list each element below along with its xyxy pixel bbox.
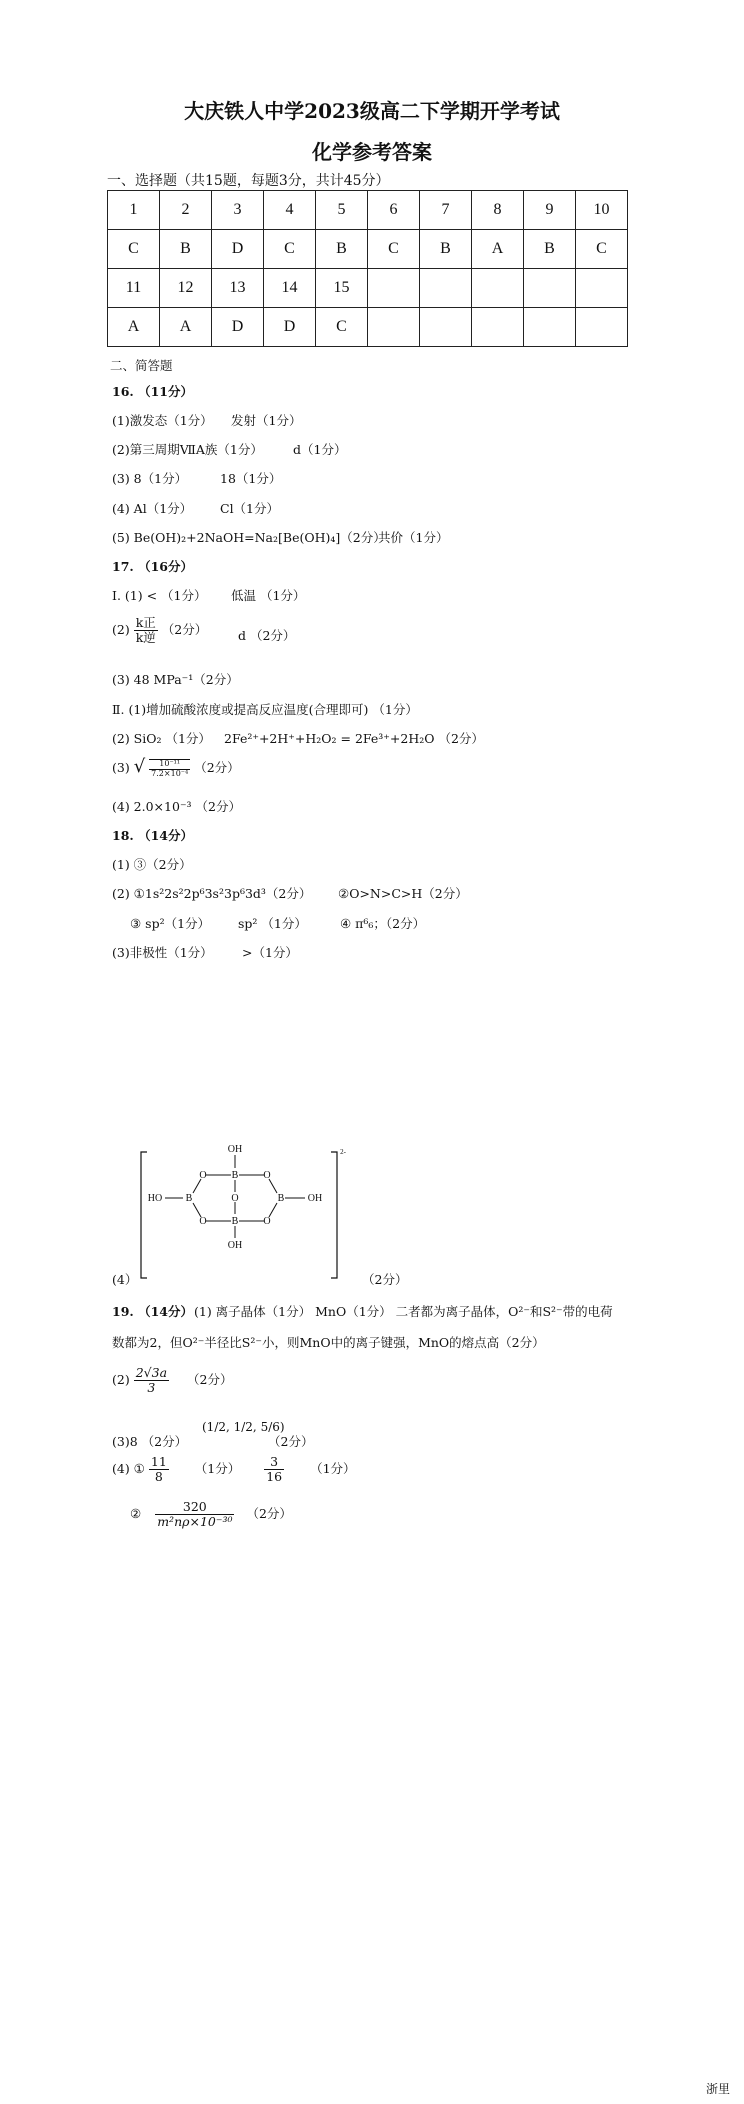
q16-line1b: 发射（1分） <box>231 413 302 428</box>
q17-line2 <box>112 616 207 645</box>
table-cell: A <box>472 230 524 269</box>
q17-line5b: 2Fe²⁺+2H⁺+H₂O₂ = 2Fe³⁺+2H₂O （2分） <box>224 731 484 746</box>
q17-line1a: Ⅰ. (1) < （1分） <box>112 588 207 603</box>
q17-line1b: 低温 （1分） <box>231 588 306 603</box>
table-cell: 2 <box>160 191 212 230</box>
table-cell: 5 <box>316 191 368 230</box>
q18-line4a: (3)非极性（1分） <box>112 945 213 960</box>
table-cell: B <box>420 230 472 269</box>
table-cell: 13 <box>212 269 264 308</box>
atom-label: OH <box>227 1144 243 1155</box>
table-cell: B <box>160 230 212 269</box>
q19-line5-score2: （1分） <box>310 1460 356 1476</box>
q18-line1: (1) ③（2分） <box>112 857 192 872</box>
section-choice-heading: 一、选择题（共15题，每题3分，共计45分） <box>107 173 390 189</box>
q18-line3a: ③ sp²（1分） <box>130 916 211 931</box>
q16-line2b: d（1分） <box>293 442 347 457</box>
table-cell: C <box>576 230 628 269</box>
q16-line4b: Cl（1分） <box>220 501 280 516</box>
fraction-numerator: k正 <box>135 615 156 630</box>
table-cell <box>576 308 628 347</box>
q19-line6 <box>130 1500 292 1529</box>
table-cell: 11 <box>108 269 160 308</box>
table-cell: 8 <box>472 191 524 230</box>
q19-line2: 数都为2，但O²⁻半径比S²⁻小，则MnO中的离子键强，MnO的熔点高（2分） <box>112 1335 545 1350</box>
table-cell: D <box>212 230 264 269</box>
q17-line2-score: （2分） <box>161 621 208 637</box>
q19-line4a: (3)8 （2分） <box>112 1434 188 1449</box>
table-cell: C <box>264 230 316 269</box>
table-cell: D <box>212 308 264 347</box>
left-bracket <box>141 1152 147 1278</box>
table-cell: 3 <box>212 191 264 230</box>
q19-title: 19. （14分） <box>112 1304 193 1319</box>
table-cell: 10 <box>576 191 628 230</box>
table-cell: C <box>108 230 160 269</box>
table-row <box>108 269 628 308</box>
atom-label: B <box>277 1193 285 1204</box>
q19-line3-score: （2分） <box>187 1371 233 1387</box>
section-short-answer-heading: 二、简答题 <box>110 358 173 373</box>
fraction-denominator: 8 <box>154 1468 163 1484</box>
atom-label: O <box>199 1170 207 1181</box>
table-cell: 4 <box>264 191 316 230</box>
fraction-denominator: 7.2×10⁻⁴ <box>151 768 189 778</box>
fraction-numerator: 320 <box>155 1500 234 1515</box>
atom-label: B <box>231 1170 239 1181</box>
fraction-a <box>149 1455 169 1484</box>
table-cell <box>420 308 472 347</box>
corner-label: 浙里 <box>706 2082 731 2096</box>
q19-line6-prefix: ② <box>130 1505 142 1521</box>
q17-line4: Ⅱ. (1)增加硫酸浓度或提高反应温度(合理即可) （1分） <box>112 702 418 717</box>
q17-line2-prefix: (2) <box>112 621 130 637</box>
q19-line4b: （2分） <box>268 1434 314 1449</box>
q18-line2b: ②O>N>C>H（2分） <box>338 886 468 901</box>
table-cell <box>524 269 576 308</box>
q18-line3c: ④ π⁶₆；（2分） <box>340 916 426 931</box>
atom-label: O <box>231 1193 239 1204</box>
q16-line1a: (1)激发态（1分） <box>112 413 213 428</box>
table-cell <box>472 269 524 308</box>
fraction-b <box>264 1455 284 1484</box>
q19-line5-prefix: (4) ① <box>112 1460 145 1476</box>
atom-label: HO <box>147 1193 163 1204</box>
q19-line3 <box>112 1366 232 1395</box>
q19-line1 <box>112 1302 193 1320</box>
q17-line6-score: （2分） <box>194 760 240 775</box>
q17-line7: (4) 2.0×10⁻³ （2分） <box>112 799 241 814</box>
table-cell <box>368 308 420 347</box>
q18-line3b: sp² （1分） <box>238 916 307 931</box>
atom-label: O <box>199 1216 207 1227</box>
borate-structure-diagram <box>135 1140 355 1290</box>
density-fraction <box>155 1500 234 1529</box>
q16-title: 16. （11分） <box>112 384 193 399</box>
answer-table <box>107 190 628 347</box>
fraction-denominator: m²nρ×10⁻³⁰ <box>157 1513 233 1529</box>
table-row <box>108 308 628 347</box>
sqrt-icon: √ <box>133 756 146 777</box>
q17-line6 <box>112 756 240 778</box>
table-row <box>108 191 628 230</box>
table-cell: 1 <box>108 191 160 230</box>
table-cell: A <box>108 308 160 347</box>
q17-title: 17. （16分） <box>112 559 193 574</box>
q19-line5 <box>112 1455 356 1484</box>
sqrt-fraction <box>149 759 190 779</box>
charge-label: 2- <box>340 1148 346 1156</box>
fraction-denominator: k逆 <box>135 629 156 645</box>
table-cell: B <box>524 230 576 269</box>
q17-line3: (3) 48 MPa⁻¹（2分） <box>112 672 239 687</box>
table-cell: 14 <box>264 269 316 308</box>
q19-line3-prefix: (2) <box>112 1371 130 1387</box>
table-cell: D <box>264 308 316 347</box>
q16-line2a: (2)第三周期ⅦA族（1分） <box>112 442 263 457</box>
q19-line1-text: (1) 离子晶体（1分） MnO（1分） 二者都为离子晶体，O²⁻和S²⁻带的电荷 <box>194 1304 613 1319</box>
q18-line5-score: （2分） <box>362 1272 408 1287</box>
rate-constant-fraction <box>134 616 158 645</box>
atom-label: B <box>231 1216 239 1227</box>
table-cell: 15 <box>316 269 368 308</box>
right-bracket <box>331 1152 337 1278</box>
q18-line2a: (2) ①1s²2s²2p⁶3s²3p⁶3d³（2分） <box>112 886 312 901</box>
q17-line2b: d （2分） <box>238 628 296 643</box>
atom-label: O <box>263 1170 271 1181</box>
table-cell: C <box>368 230 420 269</box>
document-title: 大庆铁人中学2023级高二下学期开学考试 <box>184 99 560 123</box>
q17-line5a: (2) SiO₂ （1分） <box>112 731 211 746</box>
q16-line5b: 共价（1分） <box>378 530 449 545</box>
q16-line3a: (3) 8（1分） <box>112 471 188 486</box>
fraction-numerator: 3 <box>264 1455 284 1470</box>
document-subtitle: 化学参考答案 <box>312 140 432 164</box>
q17-line6-prefix: (3) <box>112 760 130 775</box>
q16-line4a: (4) Al（1分） <box>112 501 193 516</box>
table-cell: 12 <box>160 269 212 308</box>
atom-label: B <box>185 1193 193 1204</box>
coordinate-label: (1/2, 1/2, 5/6) <box>202 1420 285 1434</box>
q19-line6-score: （2分） <box>246 1505 292 1521</box>
atom-label: O <box>263 1216 271 1227</box>
atom-label: OH <box>307 1193 323 1204</box>
table-row <box>108 230 628 269</box>
atom-label: OH <box>227 1240 243 1251</box>
table-cell <box>368 269 420 308</box>
table-cell: B <box>316 230 368 269</box>
q18-line5-prefix: (4） <box>112 1272 138 1287</box>
table-cell: C <box>316 308 368 347</box>
table-cell <box>576 269 628 308</box>
fraction-numerator: 2√3a <box>135 1365 168 1380</box>
table-cell <box>472 308 524 347</box>
fraction-denominator: 3 <box>147 1379 156 1395</box>
q16-line3b: 18（1分） <box>220 471 282 486</box>
fraction-numerator: 10⁻¹¹ <box>149 760 190 770</box>
table-cell: 9 <box>524 191 576 230</box>
edge-length-fraction <box>134 1366 169 1395</box>
q19-line5-score1: （1分） <box>194 1460 241 1476</box>
table-cell: 6 <box>368 191 420 230</box>
table-cell <box>420 269 472 308</box>
table-cell: A <box>160 308 212 347</box>
fraction-denominator: 16 <box>266 1468 283 1484</box>
table-cell <box>524 308 576 347</box>
table-cell: 7 <box>420 191 472 230</box>
q18-line4b: >（1分） <box>242 945 298 960</box>
fraction-numerator: 11 <box>150 1454 167 1469</box>
q18-title: 18. （14分） <box>112 828 193 843</box>
q16-line5a: (5) Be(OH)₂+2NaOH=Na₂[Be(OH)₄]（2分） <box>112 530 386 545</box>
